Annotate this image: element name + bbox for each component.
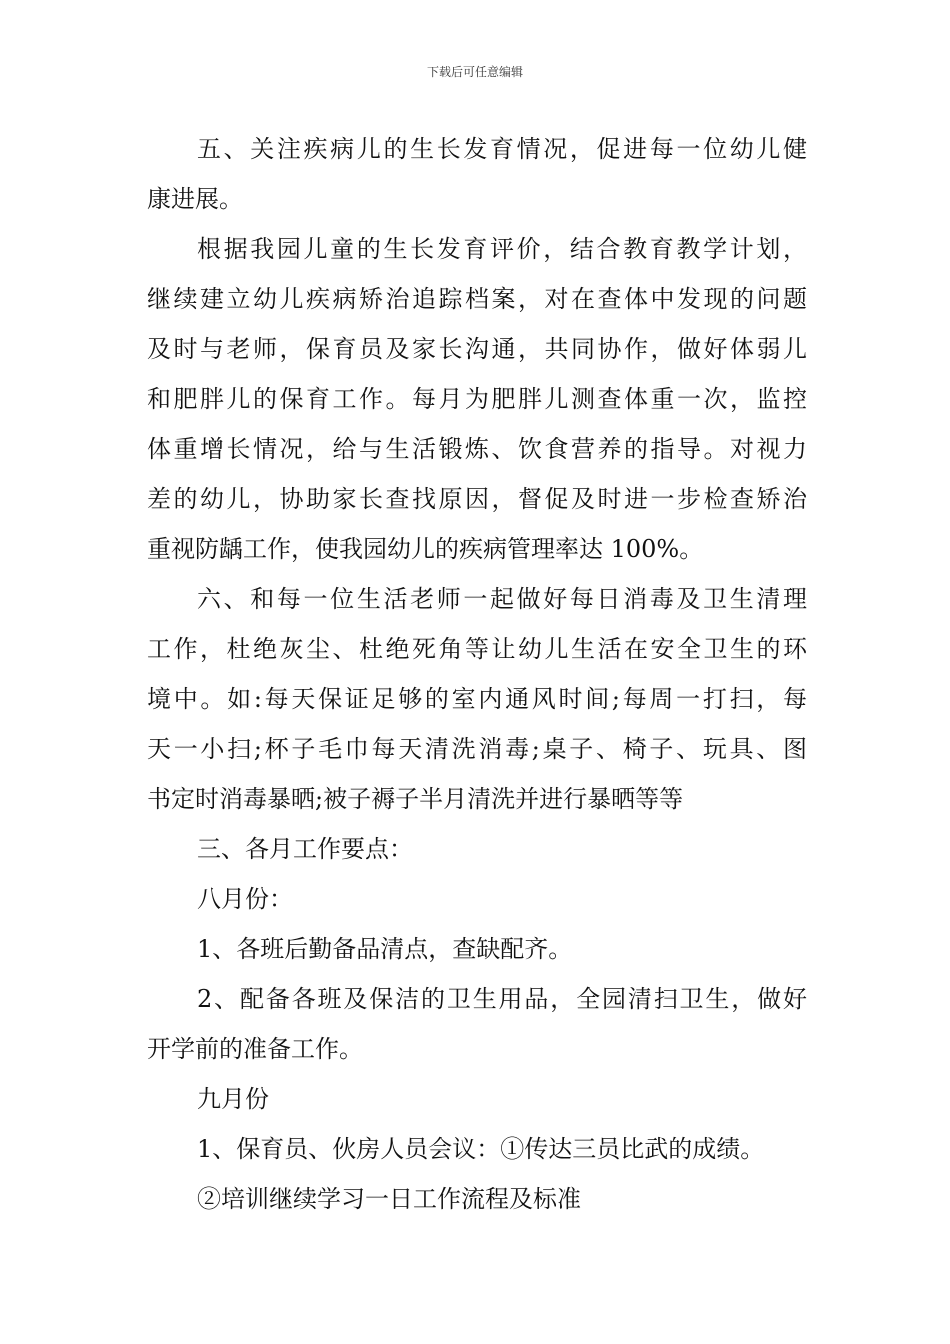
text-line: 差的幼儿，协助家长查找原因，督促及时进一步检查矫治 bbox=[147, 485, 807, 513]
text-line: 康进展。 bbox=[147, 185, 243, 213]
text-line: 六、和每一位生活老师一起做好每日消毒及卫生清理 bbox=[197, 585, 807, 613]
text-line: ②培训继续学习一日工作流程及标准 bbox=[197, 1185, 581, 1213]
text-line: 天一小扫;杯子毛巾每天清洗消毒;桌子、椅子、玩具、图 bbox=[147, 735, 807, 763]
list-item-september-2 bbox=[147, 1174, 807, 1224]
text-line: 八月份： bbox=[197, 885, 293, 913]
text-line: 重视防龋工作，使我园幼儿的疾病管理率达 100%。 bbox=[147, 535, 704, 563]
text-line: 境中。如:每天保证足够的室内通风时间;每周一打扫，每 bbox=[147, 685, 807, 713]
text-line: 三、各月工作要点： bbox=[197, 835, 413, 863]
list-item-august-1 bbox=[147, 924, 807, 974]
list-item-august-2 bbox=[147, 974, 807, 1074]
month-heading-september bbox=[147, 1074, 807, 1124]
month-heading-august bbox=[147, 874, 807, 924]
text-line: 1、各班后勤备品清点，查缺配齐。 bbox=[197, 935, 573, 963]
text-line: 及时与老师，保育员及家长沟通，共同协作，做好体弱儿 bbox=[147, 335, 807, 363]
text-line: 九月份 bbox=[197, 1085, 269, 1113]
text-line: 2、配备各班及保洁的卫生用品，全园清扫卫生，做好 bbox=[197, 985, 807, 1013]
paragraph-disease-tracking bbox=[147, 224, 807, 574]
paragraph-disinfection bbox=[147, 574, 807, 824]
text-line: 根据我园儿童的生长发育评价，结合教育教学计划， bbox=[197, 235, 807, 263]
text-line: 工作，杜绝灰尘、杜绝死角等让幼儿生活在安全卫生的环 bbox=[147, 635, 807, 663]
list-item-september-1 bbox=[147, 1124, 807, 1174]
text-line: 开学前的准备工作。 bbox=[147, 1035, 363, 1063]
page-header: 下载后可任意编辑 bbox=[426, 65, 523, 79]
text-line: 1、保育员、伙房人员会议：①传达三员比武的成绩。 bbox=[197, 1135, 765, 1163]
paragraph-health-growth bbox=[147, 124, 807, 224]
section-heading-monthly-points bbox=[147, 824, 807, 874]
document-body bbox=[147, 124, 807, 1224]
text-line: 体重增长情况，给与生活锻炼、饮食营养的指导。对视力 bbox=[147, 435, 807, 463]
text-line: 和肥胖儿的保育工作。每月为肥胖儿测查体重一次，监控 bbox=[147, 385, 807, 413]
text-line: 书定时消毒暴晒;被子褥子半月清洗并进行暴晒等等 bbox=[147, 785, 684, 813]
text-line: 继续建立幼儿疾病矫治追踪档案，对在查体中发现的问题 bbox=[147, 285, 807, 313]
text-line: 五、关注疾病儿的生长发育情况，促进每一位幼儿健 bbox=[197, 135, 807, 163]
